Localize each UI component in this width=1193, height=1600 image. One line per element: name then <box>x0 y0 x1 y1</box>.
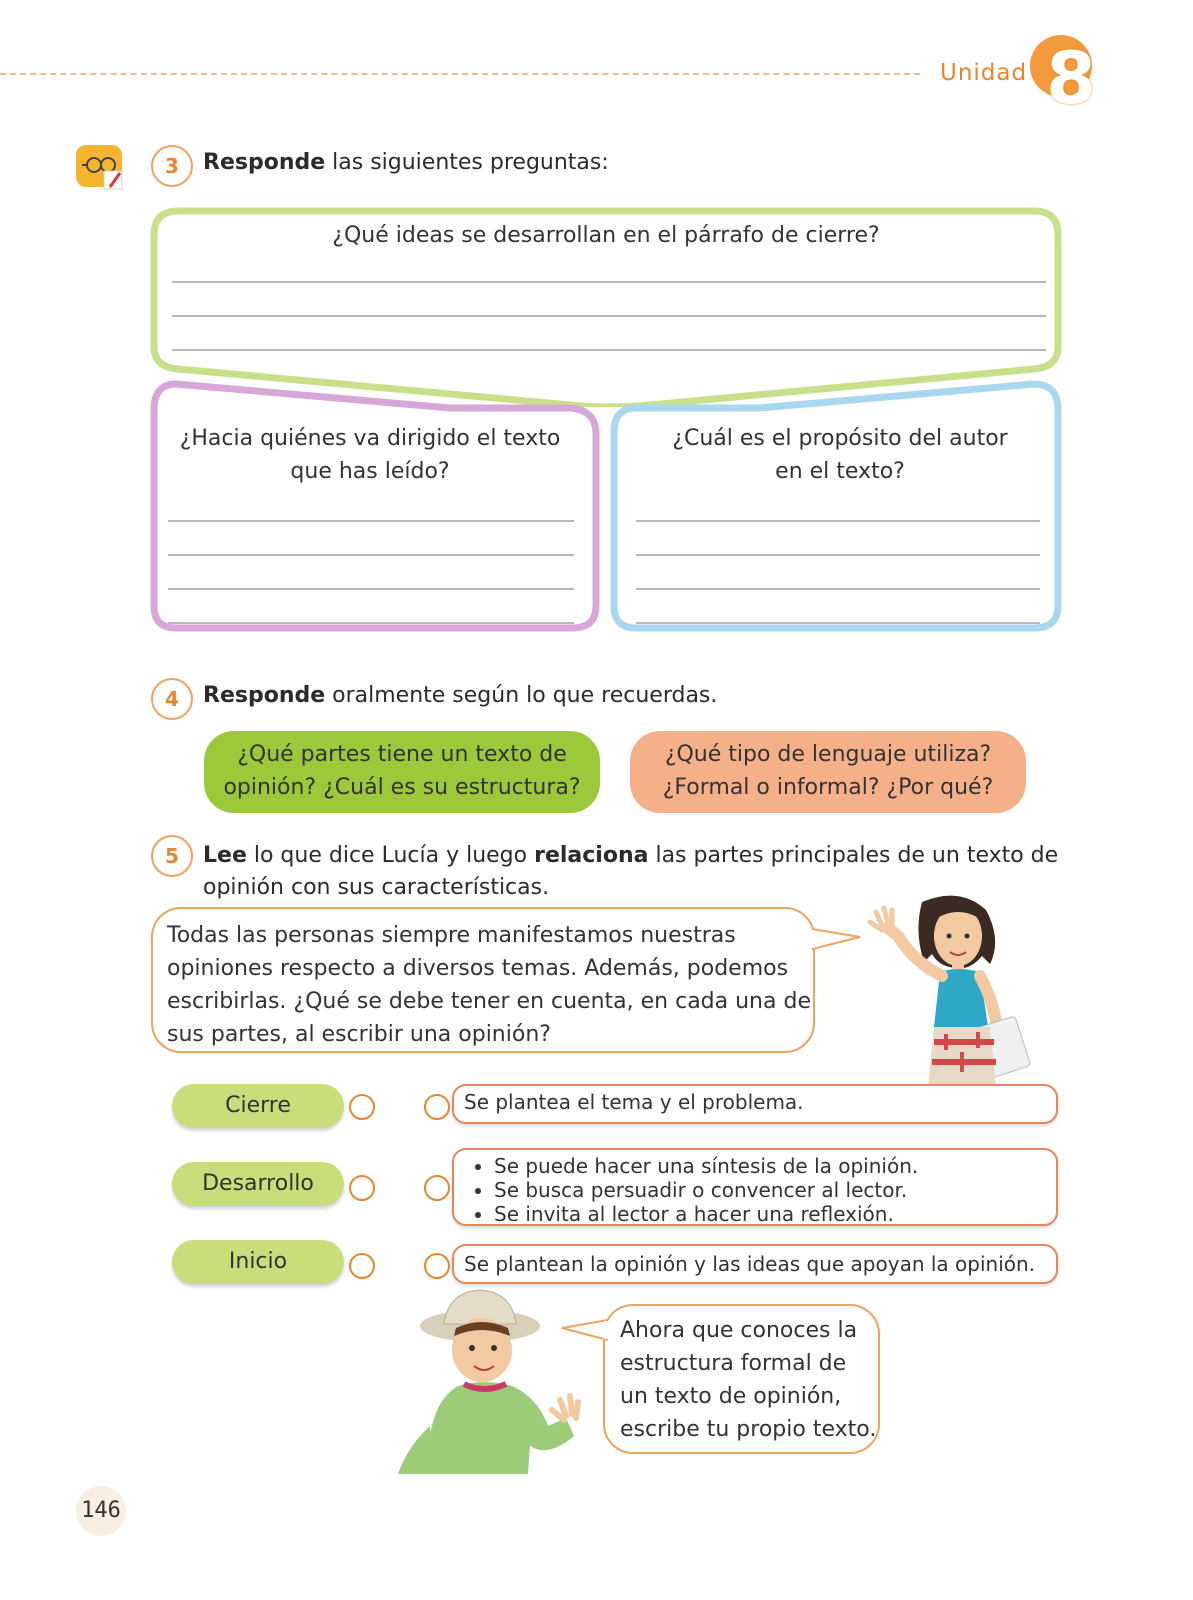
match-point-right[interactable] <box>424 1094 450 1120</box>
question-closing-paragraph: ¿Qué ideas se desarrollan en el párrafo de cierre? <box>332 223 880 248</box>
speech-bubble-tail <box>560 1316 608 1346</box>
instruction-text: oralmente según lo que recuerdas. <box>325 683 718 708</box>
question-audience-line2: que has leído? <box>290 459 450 484</box>
oral-question-structure-line2: opinión? ¿Cuál es su estructura? <box>223 775 581 800</box>
option-opinion-ideas <box>452 1244 1058 1284</box>
match-point-left[interactable] <box>349 1094 375 1120</box>
question-purpose-line2: en el texto? <box>775 459 905 484</box>
speech-line: estructura formal de <box>620 1351 847 1376</box>
option-bullet: • Se busca persuadir o convencer al lector. <box>494 1178 1056 1202</box>
speech-line: Todas las personas siempre manifestamos nuestras <box>167 923 736 948</box>
oral-question-language <box>630 731 1026 813</box>
question-audience-line1: ¿Hacia quiénes va dirigido el texto <box>179 426 561 451</box>
option-text: Se plantean la opinión y las ideas que apoyan la opinión. <box>464 1252 1036 1276</box>
match-point-right[interactable] <box>424 1253 450 1279</box>
instruction-verb-relate: relaciona <box>534 843 649 868</box>
writing-activity-icon <box>74 143 126 191</box>
speech-bubble-tail <box>812 925 864 955</box>
activity-number-4: 4 <box>151 678 193 720</box>
label-cierre[interactable]: Cierre <box>172 1084 344 1128</box>
oral-question-structure <box>204 731 600 813</box>
activity-3-instruction <box>203 150 609 175</box>
instruction-verb: Responde <box>203 683 326 708</box>
instruction-verb-read: Lee <box>203 843 247 868</box>
oral-question-structure-line1: ¿Qué partes tiene un texto de <box>237 742 567 767</box>
instruction-verb: Responde <box>203 150 326 175</box>
oral-question-language-line2: ¿Formal o informal? ¿Por qué? <box>662 775 994 800</box>
speech-line: un texto de opinión, <box>620 1384 842 1409</box>
answer-line[interactable] <box>172 315 1046 317</box>
lucia-illustration <box>862 892 1042 1087</box>
question-purpose-line1: ¿Cuál es el propósito del autor <box>672 426 1008 451</box>
option-bullet: • Se invita al lector a hacer una reflexión. <box>494 1202 1056 1226</box>
unit-label: Unidad <box>940 60 1028 86</box>
label-inicio[interactable]: Inicio <box>172 1240 344 1284</box>
answer-line[interactable] <box>636 622 1040 624</box>
activity-5-instruction-line1 <box>203 840 1058 872</box>
option-bullet: • Se puede hacer una síntesis de la opinión. <box>494 1154 1056 1178</box>
speech-line: Ahora que conoces la <box>620 1318 858 1343</box>
lucia-speech-bubble <box>151 907 815 1053</box>
speech-line: escribirlas. ¿Qué se debe tener en cuenta, en cada una de <box>167 989 811 1014</box>
instruction-text: las siguientes preguntas: <box>325 150 609 175</box>
instruction-text: lo que dice Lucía y luego <box>246 843 535 868</box>
match-point-right[interactable] <box>424 1175 450 1201</box>
answer-line[interactable] <box>168 554 574 556</box>
option-topic-problem <box>452 1084 1058 1124</box>
boy-speech-bubble <box>603 1304 880 1454</box>
answer-line[interactable] <box>168 622 574 624</box>
question-purpose <box>620 422 1060 488</box>
match-point-left[interactable] <box>349 1175 375 1201</box>
label-desarrollo[interactable]: Desarrollo <box>172 1162 344 1206</box>
speech-line: sus partes, al escribir una opinión? <box>167 1022 551 1047</box>
answer-line[interactable] <box>636 520 1040 522</box>
activity-number-5: 5 <box>151 835 193 877</box>
answer-line[interactable] <box>168 520 574 522</box>
unit-number: 8 <box>1045 36 1097 120</box>
header-dashed-rule <box>0 73 920 75</box>
option-text: Se plantea el tema y el problema. <box>464 1090 804 1114</box>
instruction-text: las partes principales de un texto de <box>648 843 1059 868</box>
speech-line: escribe tu propio texto. <box>620 1417 877 1442</box>
boy-illustration <box>388 1286 588 1474</box>
question-audience <box>150 422 590 488</box>
activity-5-instruction-line2: opinión con sus características. <box>203 875 550 900</box>
question-box-audience <box>150 380 600 632</box>
speech-line: opiniones respecto a diversos temas. Además, podemos <box>167 956 789 981</box>
activity-number-3: 3 <box>151 145 193 187</box>
answer-line[interactable] <box>636 588 1040 590</box>
oral-question-language-line1: ¿Qué tipo de lenguaje utiliza? <box>664 742 992 767</box>
match-point-left[interactable] <box>349 1253 375 1279</box>
answer-line[interactable] <box>172 281 1046 283</box>
option-closing-features <box>452 1148 1058 1226</box>
page-number: 146 <box>76 1486 126 1536</box>
question-box-purpose <box>610 380 1062 632</box>
answer-line[interactable] <box>172 349 1046 351</box>
activity-4-instruction <box>203 683 717 708</box>
option-bullet-list <box>454 1154 1056 1226</box>
answer-line[interactable] <box>636 554 1040 556</box>
answer-line[interactable] <box>168 588 574 590</box>
